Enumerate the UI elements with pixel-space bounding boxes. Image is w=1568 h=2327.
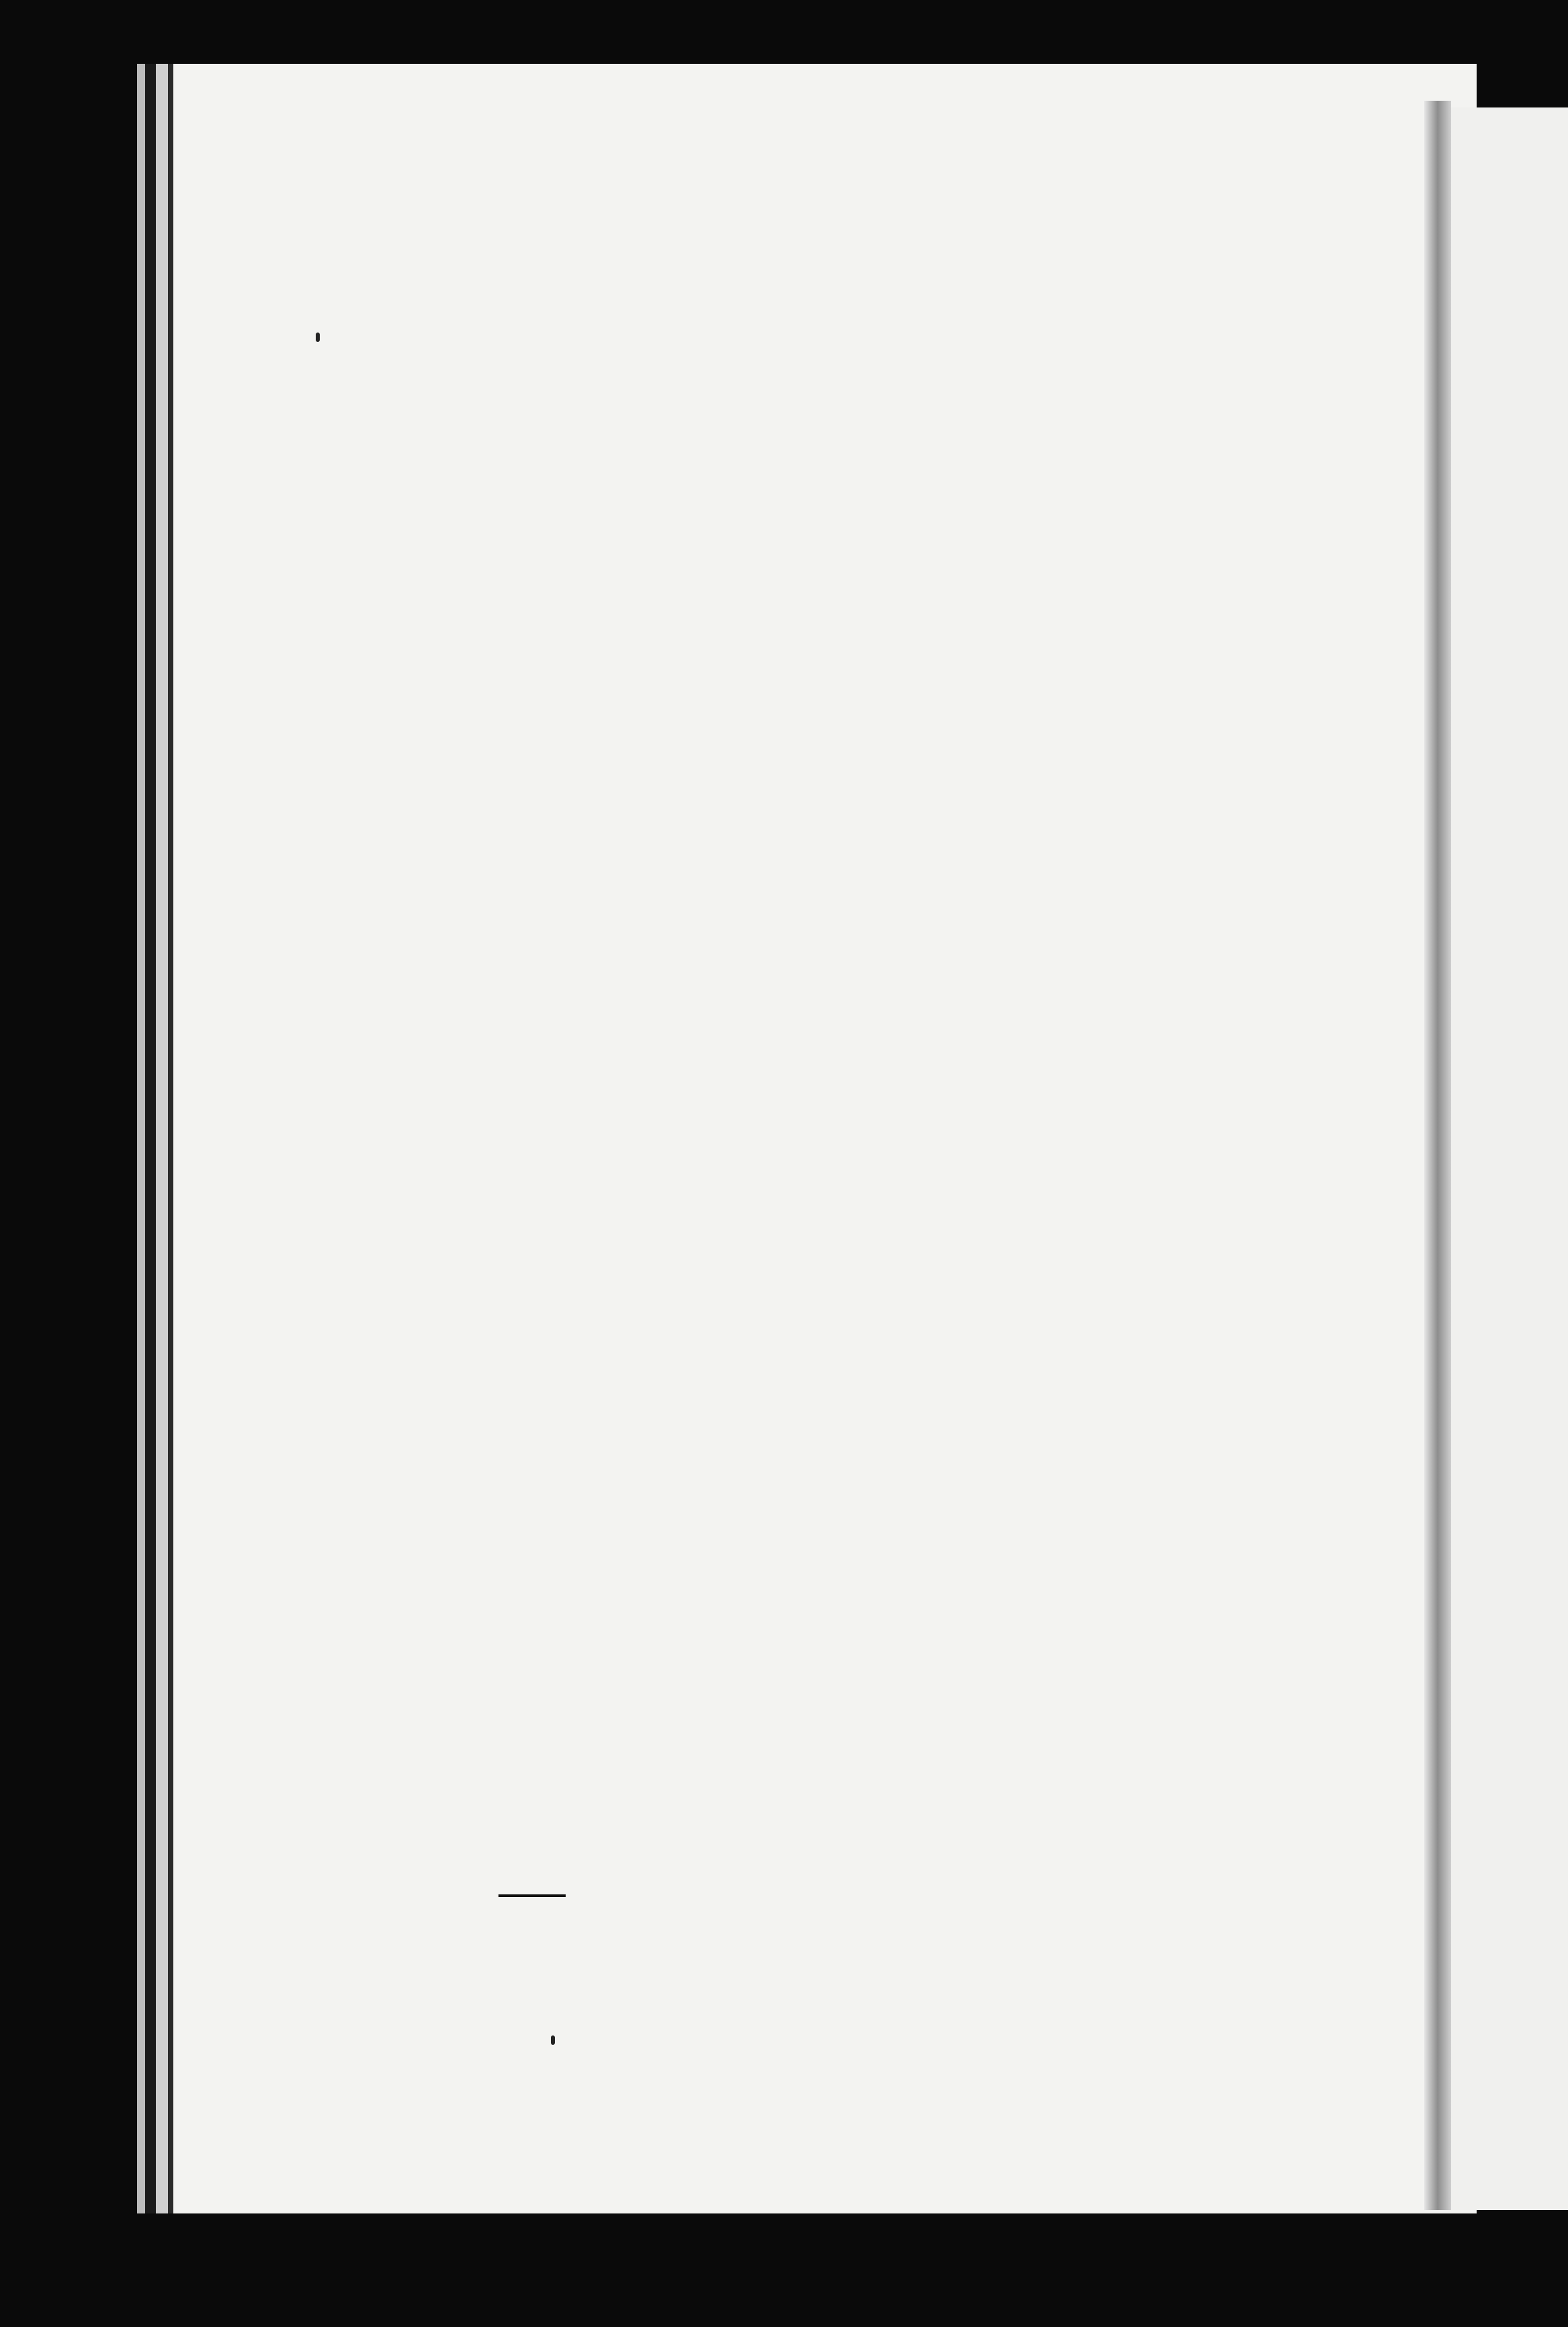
right-page bbox=[1451, 107, 1568, 2210]
footnote-rule bbox=[498, 1894, 566, 1897]
ink-speck bbox=[551, 2035, 555, 2045]
book-gutter bbox=[1424, 101, 1451, 2210]
ink-speck bbox=[316, 333, 320, 342]
left-page bbox=[168, 64, 1477, 2213]
